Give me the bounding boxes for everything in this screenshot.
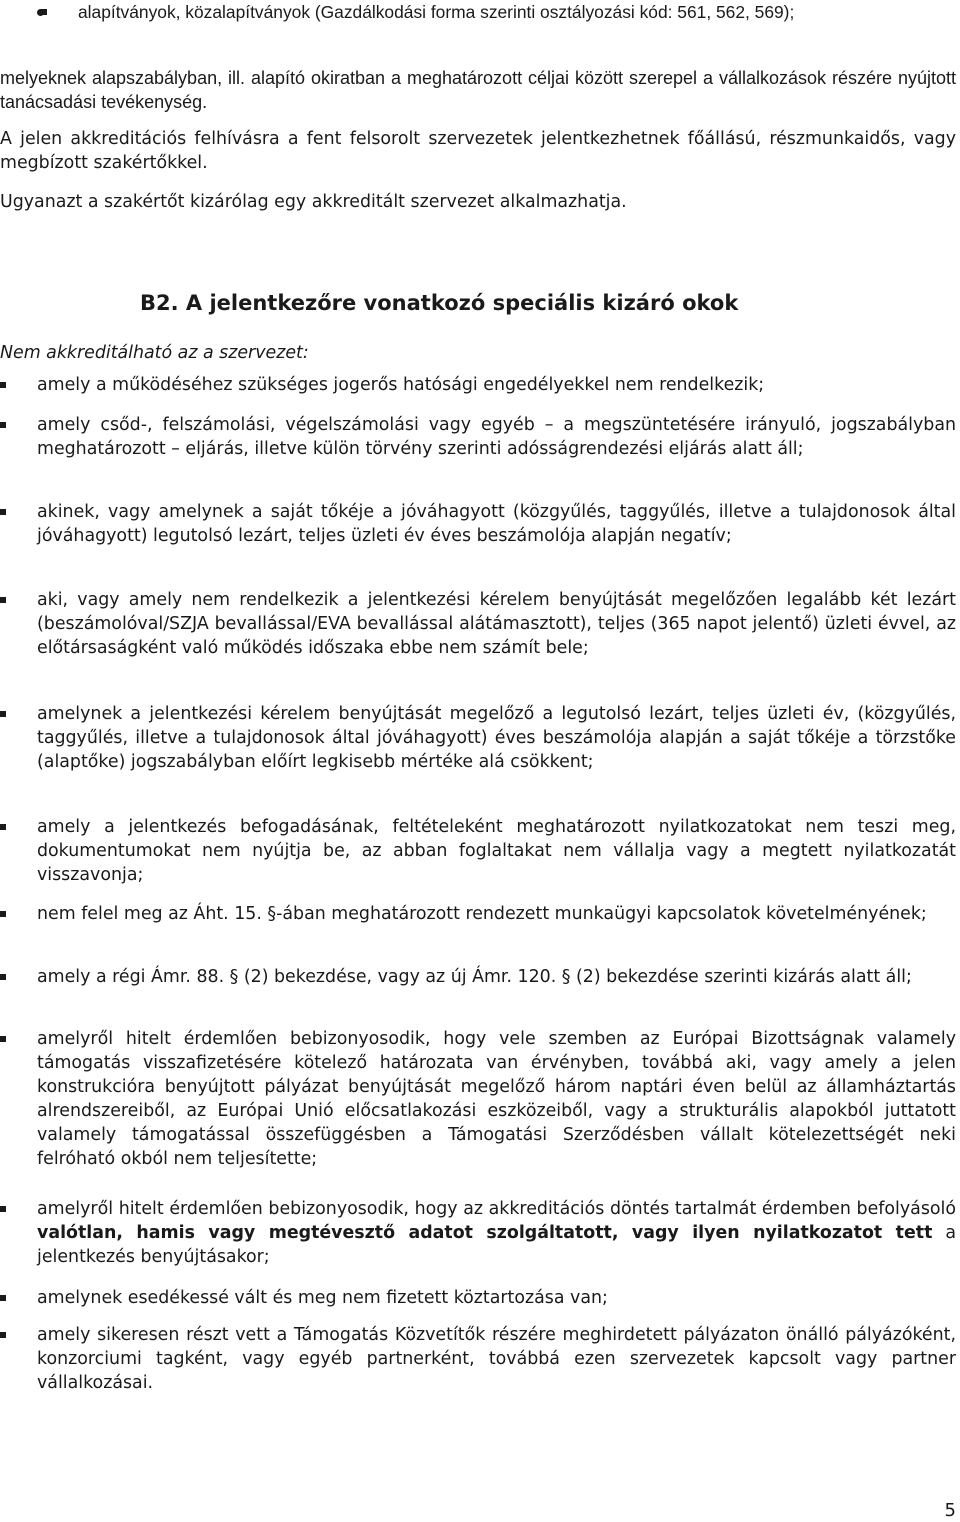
list-item: amelynek a jelentkezési kérelem benyújtását megelőző a legutolsó lezárt, teljes üzleti év, (közgyűlés, taggyűlés, illetve a tulajdonosok által jóváhagyott) éves beszámolója alapján a saját tőkéje a törzstőke (alaptőke) jogszabályban előírt legkisebb mértéke alá csökkent; <box>37 704 956 772</box>
list-item: amelynek esedékessé vált és meg nem fizetett köztartozása van; <box>37 1286 956 1310</box>
list-item: akinek, vagy amelynek a saját tőkéje a jóváhagyott (közgyűlés, taggyűlés, illetve a tulajdonosok által jóváhagyott) legutolsó lezárt, teljes üzleti év éves beszámolója alapján negatív; <box>37 502 956 546</box>
paragraph-apply: A jelen akkreditációs felhívásra a fent felsorolt szervezetek jelentkezhetnek főállású, részmunkaidős, vagy megbízott szakértőkkel. <box>0 129 956 173</box>
list-item-text-bold: valótlan, hamis vagy megtévesztő adatot szolgáltatott, vagy ilyen nyilatkozatot tett <box>37 1223 933 1243</box>
list-item: amely csőd-, felszámolási, végelszámolási vagy egyéb – a megszüntetésére irányuló, jogszabályban meghatározott – eljárás, illetve külön törvény szerinti adósságrendezési eljárás alatt áll; <box>37 415 956 459</box>
paragraph-same-expert: Ugyanazt a szakértőt kizárólag egy akkreditált szervezet alkalmazhatja. <box>0 192 627 212</box>
list-item: amely a működéséhez szükséges jogerős hatósági engedélyekkel nem rendelkezik; <box>37 373 956 397</box>
list-item: amely sikeresen részt vett a Támogatás Közvetítők részére meghirdetett pályázaton önálló pályázóként, konzorciumi tagként, vagy egyéb partnerként, továbbá ezen szervezetek kapcsolt vagy partner vállalkozásai. <box>37 1325 956 1393</box>
list-item-text-pre: amelyről hitelt érdemlően bebizonyosodik, hogy az akkreditációs döntés tartalmát érdemben befolyásoló <box>37 1199 956 1219</box>
list-item: aki, vagy amely nem rendelkezik a jelentkezési kérelem benyújtását megelőzően legalább két lezárt (beszámolóval/SZJA bevallással/EVA bevallással alátámasztott), teljes (365 napot jelentő) üzleti évvel, az előtársaságként való működés időszaka ebbe nem számít bele; <box>37 590 956 658</box>
list-item-text-post: a jelentkezés benyújtásakor; <box>37 1223 956 1267</box>
list-item-false-data <box>37 1197 956 1269</box>
list-intro: Nem akkreditálható az a szervezet: <box>0 343 309 363</box>
list-item: nem felel meg az Áht. 15. §-ában meghatározott rendezett munkaügyi kapcsolatok követelményének; <box>37 902 956 926</box>
page-number: 5 <box>944 1500 956 1521</box>
list-item-text: alapítványok, közalapítványok (Gazdálkodási forma szerinti osztályozási kód: 561, 562, 569); <box>78 0 956 24</box>
list-item: amely a régi Ámr. 88. § (2) bekezdése, vagy az új Ámr. 120. § (2) bekezdése szerinti kizárás alatt áll; <box>37 965 956 989</box>
list-item: amely a jelentkezés befogadásának, feltételeként meghatározott nyilatkozatokat nem teszi meg, dokumentumokat nem nyújtja be, az abban foglaltakat nem vállalja vagy a megtett nyilatkozatát visszavonja; <box>37 817 956 885</box>
list-item: amelyről hitelt érdemlően bebizonyosodik, hogy vele szemben az Európai Bizottságnak valamely támogatás visszafizetésére kötelező határozata van érvényben, továbbá aki, vagy amely a jelen konstrukcióra benyújtott pályázat benyújtását megelőző három naptári éven belül az államháztartás alrendszereiből, az Európai Unió előcsatlakozási eszközeiből, vagy a strukturális alapokból juttatott valamely támogatással összefüggésben a Támogatási Szerződésben vállalt kötelezettségét neki felróható okból nem teljesítette; <box>37 1029 956 1169</box>
section-heading: B2. A jelentkezőre vonatkozó speciális kizáró okok <box>140 291 739 315</box>
paragraph-whose: melyeknek alapszabályban, ill. alapító okiratban a meghatározott céljai között szerepel a vállalkozások részére nyújtott tanácsadási tevékenység. <box>0 68 956 112</box>
